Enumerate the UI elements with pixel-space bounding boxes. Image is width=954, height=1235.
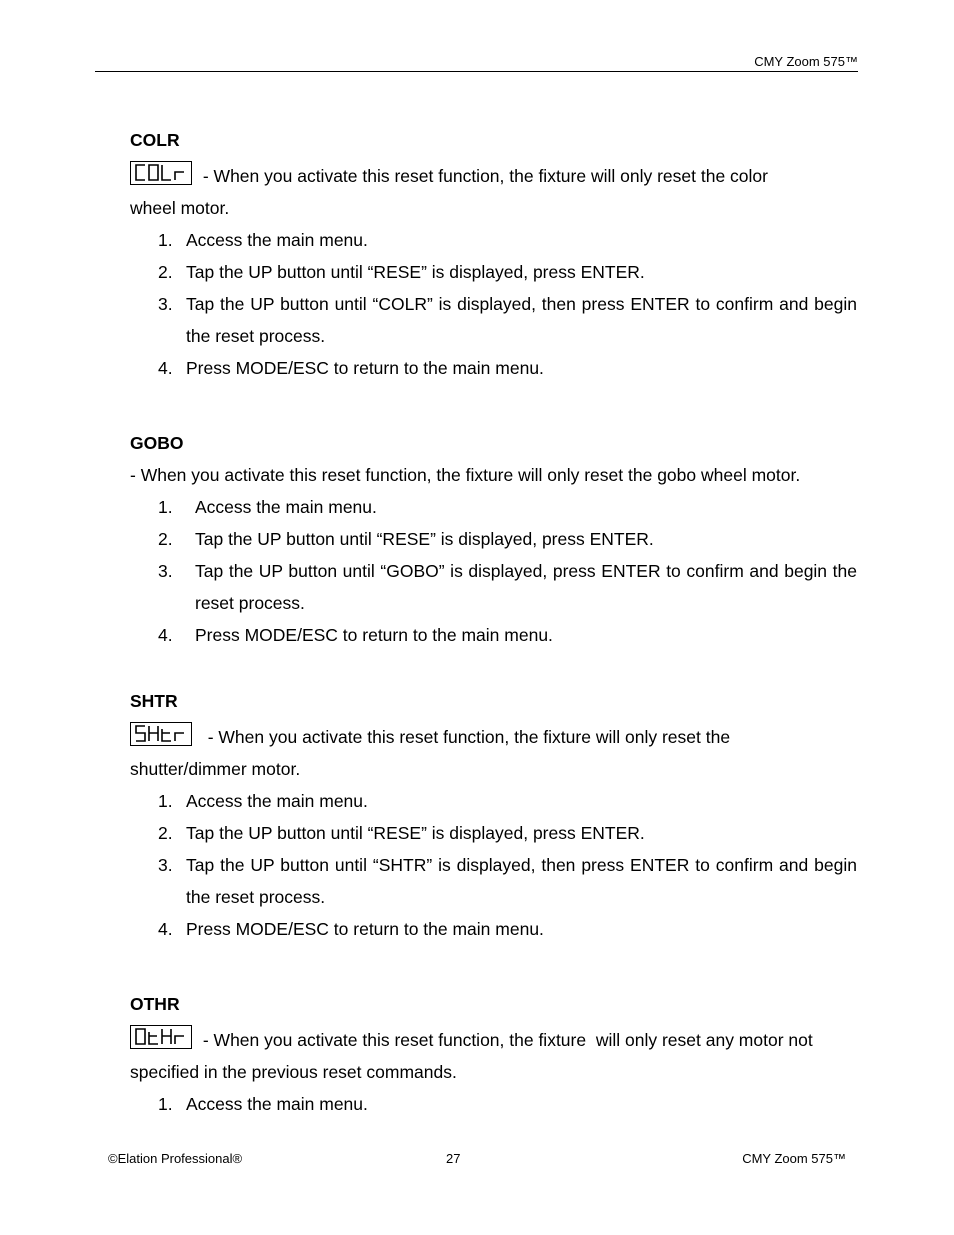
- section-gobo: [130, 427, 857, 651]
- footer-product: CMY Zoom 575™: [742, 1151, 846, 1166]
- section-intro: - When you activate this reset function, the fixture will only reset the gobo wheel motor.: [130, 465, 801, 485]
- section-intro: [130, 721, 857, 785]
- section-shtr: [130, 685, 857, 945]
- steps-list: [130, 1088, 857, 1120]
- section-othr: [130, 988, 857, 1120]
- section-intro-text: - When you activate this reset function, the fixture will only reset any motor not: [198, 1030, 813, 1050]
- section-intro-text-cont: specified in the previous reset commands.: [130, 1062, 457, 1082]
- section-intro: [130, 160, 857, 224]
- section-heading: COLR: [130, 130, 180, 150]
- list-item: 3. Tap the UP button until “SHTR” is displayed, then press ENTER to confirm and begin the reset process.: [158, 855, 857, 907]
- section-intro-text-cont: wheel motor.: [130, 198, 230, 218]
- list-item: 2. Tap the UP button until “RESE” is displayed, press ENTER.: [158, 529, 654, 549]
- list-item: 1. Access the main menu.: [158, 791, 368, 811]
- section-intro-text-cont: shutter/dimmer motor.: [130, 759, 301, 779]
- list-item: 4. Press MODE/ESC to return to the main menu.: [158, 625, 553, 645]
- lcd-display-icon: [130, 722, 192, 746]
- list-item: 3. Tap the UP button until “GOBO” is displayed, press ENTER to confirm and begin the reset process.: [158, 561, 857, 613]
- list-item: 4. Press MODE/ESC to return to the main menu.: [158, 919, 544, 939]
- list-item: 1. Access the main menu.: [158, 230, 368, 250]
- steps-list: [130, 785, 857, 945]
- list-item: 1. Access the main menu.: [158, 497, 377, 517]
- section-heading: SHTR: [130, 691, 178, 711]
- list-item: 4. Press MODE/ESC to return to the main menu.: [158, 358, 544, 378]
- section-intro-text: - When you activate this reset function, the fixture will only reset the: [198, 727, 731, 747]
- section-intro: [130, 1024, 857, 1088]
- list-item: 1. Access the main menu.: [158, 1094, 368, 1114]
- list-item: 2. Tap the UP button until “RESE” is displayed, press ENTER.: [158, 262, 645, 282]
- lcd-display-icon: [130, 1025, 192, 1049]
- footer-copyright: ©Elation Professional®: [108, 1151, 243, 1166]
- section-intro-text: - When you activate this reset function, the fixture will only reset the color: [198, 166, 768, 186]
- steps-list: [130, 491, 857, 651]
- list-item: 3. Tap the UP button until “COLR” is displayed, then press ENTER to confirm and begin the reset process.: [158, 294, 857, 346]
- footer-page-number: 27: [446, 1151, 461, 1166]
- list-item: 2. Tap the UP button until “RESE” is displayed, press ENTER.: [158, 823, 645, 843]
- section-heading: OTHR: [130, 994, 180, 1014]
- page-header-title: CMY Zoom 575™: [754, 54, 858, 69]
- section-heading: GOBO: [130, 433, 184, 453]
- lcd-display-icon: [130, 161, 192, 185]
- header-rule: [95, 71, 858, 72]
- section-colr: [130, 124, 857, 384]
- steps-list: [130, 224, 857, 384]
